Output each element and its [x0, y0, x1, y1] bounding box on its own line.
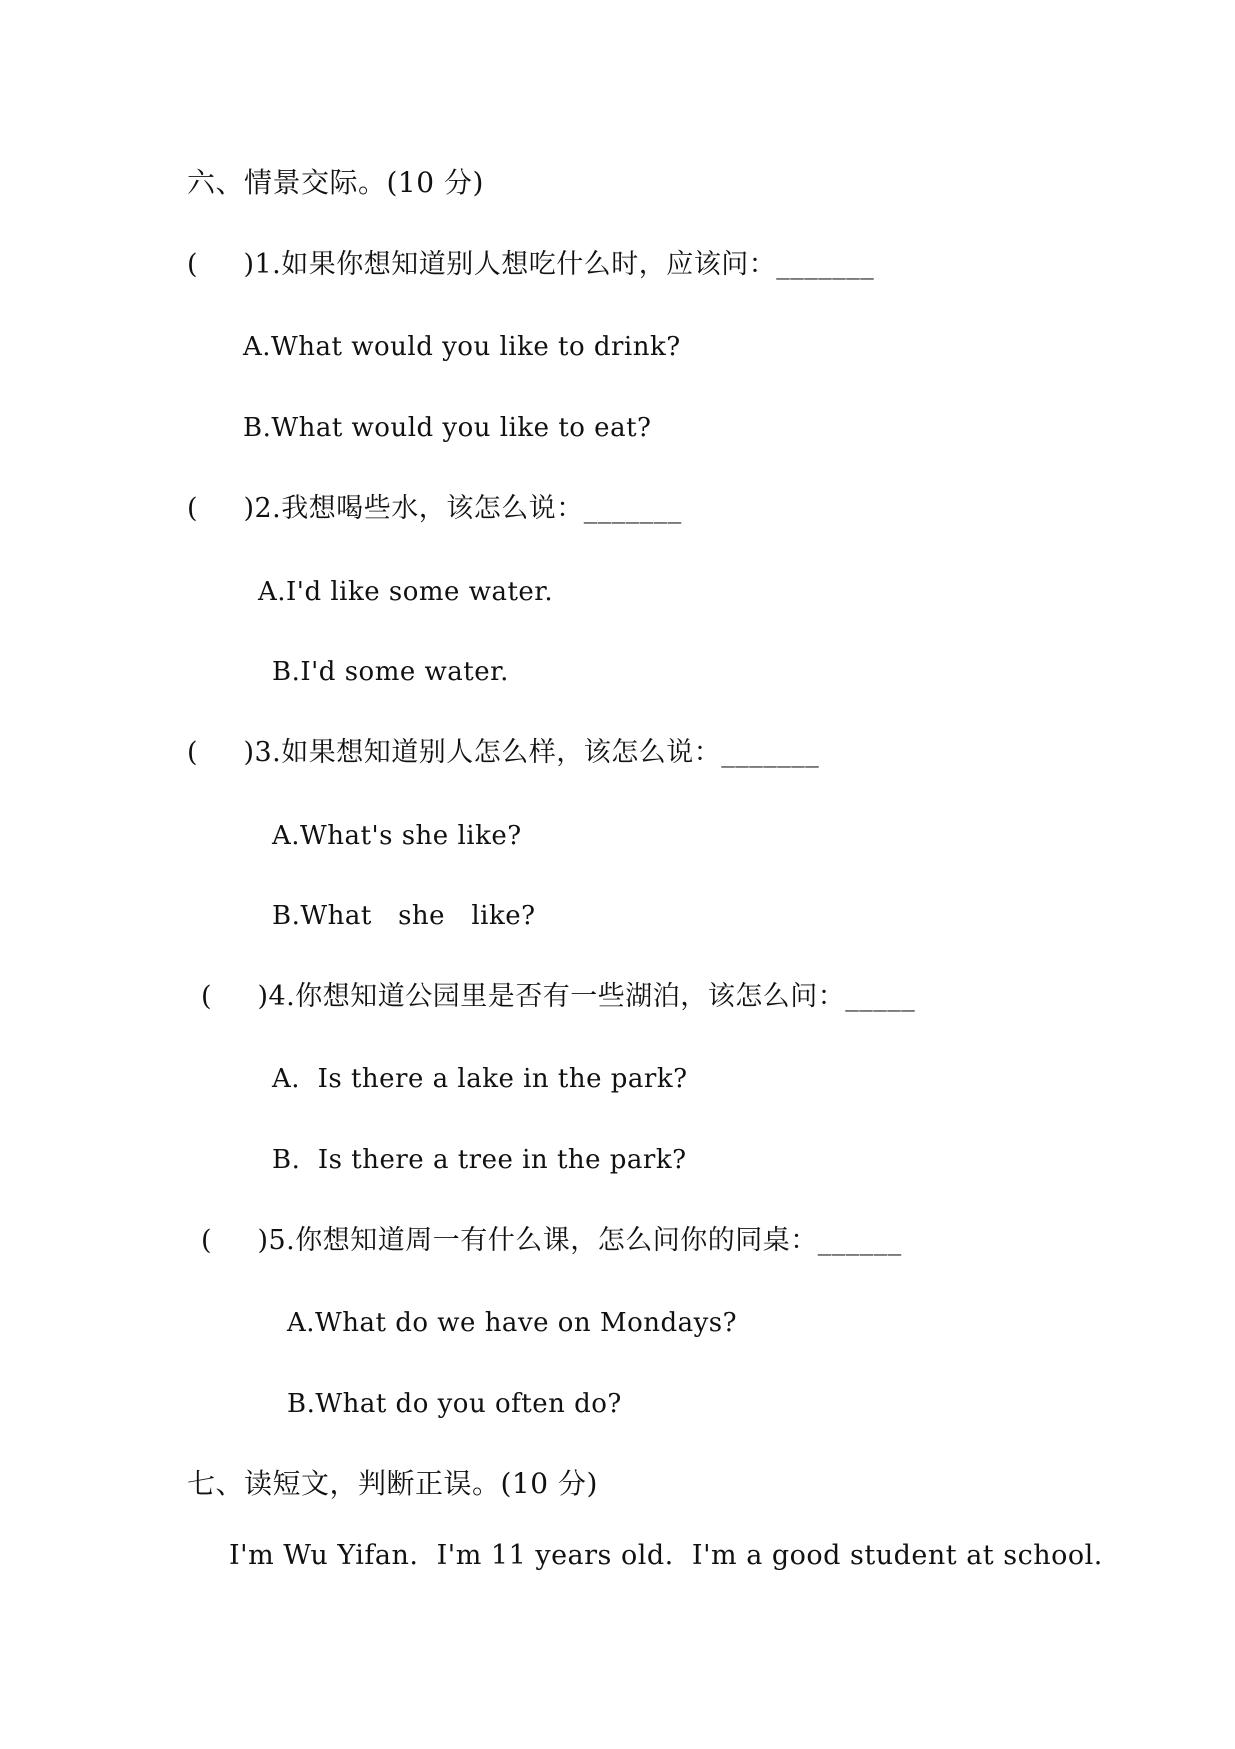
- question-5-stem: ( )5.你想知道周一有什么课，怎么问你的同桌：______: [201, 1225, 902, 1256]
- question-5-option-b: B.What do you often do?: [287, 1389, 622, 1419]
- question-2-option-b: B.I'd some water.: [272, 657, 509, 687]
- section-7-title: 七、读短文，判断正误。(10 分): [187, 1467, 598, 1500]
- question-5-option-a: A.What do we have on Mondays?: [287, 1308, 738, 1338]
- reading-paragraph: I'm Wu Yifan. I'm 11 years old. I'm a good student at school.: [229, 1540, 1103, 1571]
- question-2-option-a: A.I'd like some water.: [258, 577, 554, 607]
- question-2-stem: ( )2.我想喝些水，该怎么说：_______: [187, 493, 682, 524]
- question-4-option-b: B. Is there a tree in the park?: [272, 1145, 687, 1175]
- question-1-stem: ( )1.如果你想知道别人想吃什么时，应该问：_______: [187, 249, 875, 280]
- question-1-option-b: B.What would you like to eat?: [243, 413, 652, 443]
- question-1-option-a: A.What would you like to drink?: [243, 332, 681, 362]
- question-4-stem: ( )4.你想知道公园里是否有一些湖泊，该怎么问：_____: [201, 981, 916, 1012]
- section-6-title: 六、情景交际。(10 分): [187, 166, 484, 199]
- question-3-stem: ( )3.如果想知道别人怎么样，该怎么说：_______: [187, 737, 820, 768]
- question-3-option-a: A.What's she like?: [272, 821, 522, 851]
- question-4-option-a: A. Is there a lake in the park?: [272, 1064, 688, 1094]
- question-3-option-b: B.What she like?: [272, 901, 536, 931]
